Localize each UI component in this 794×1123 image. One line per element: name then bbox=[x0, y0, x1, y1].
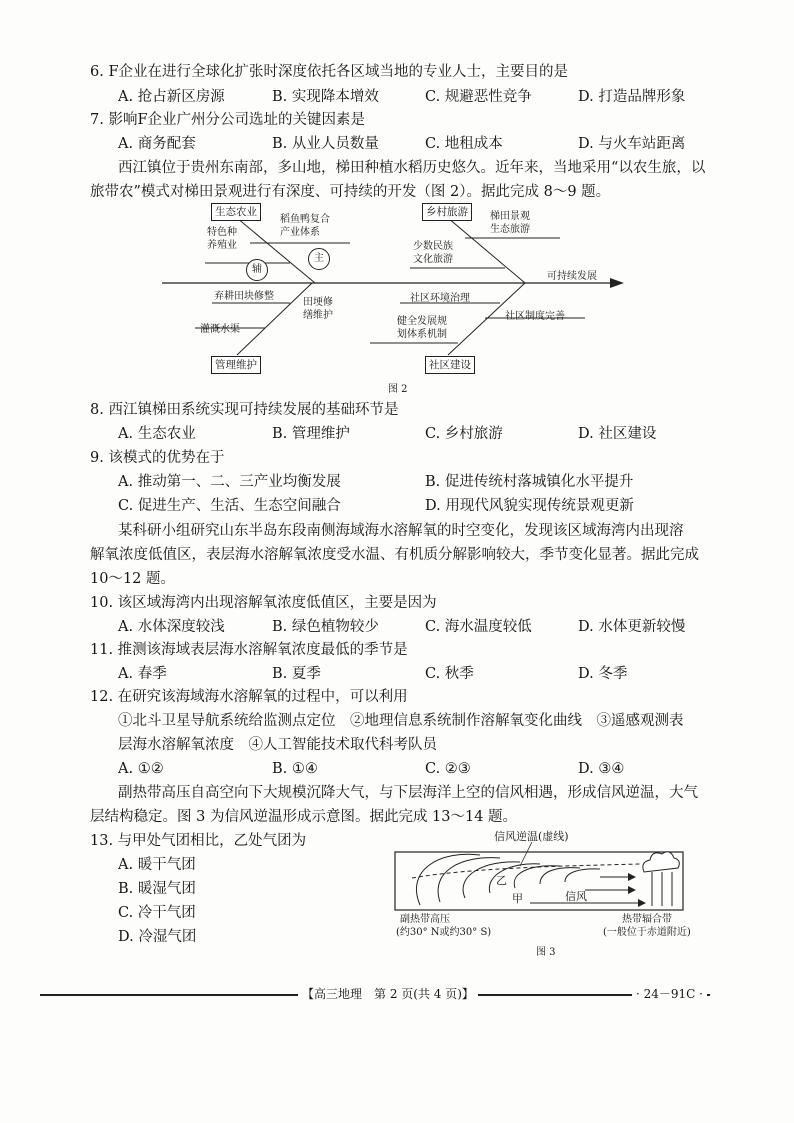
intro-13-14-line2: 层结构稳定。图 3 为信风逆温形成示意图。据此完成 13～14 题。 bbox=[90, 809, 518, 825]
fig2-box-rural-tourism: 乡村旅游 bbox=[422, 203, 472, 221]
q9-option-c: C. 促进生产、生活、生态空间融合 bbox=[118, 498, 341, 514]
q13-option-c: C. 冷干气团 bbox=[118, 905, 196, 921]
intro-10-12-line3: 10～12 题。 bbox=[90, 571, 176, 587]
q9-option-a: A. 推动第一、二、三产业均衡发展 bbox=[118, 474, 341, 490]
q13-option-a: A. 暖干气团 bbox=[118, 857, 196, 873]
fig3-label-yi: 乙 bbox=[496, 874, 507, 887]
fig2-label-abandoned-field: 弃耕田块修整 bbox=[214, 291, 274, 302]
q8-option-a: A. 生态农业 bbox=[118, 426, 196, 442]
fig2-label-rice-fish-duck: 稻鱼鸭复合 产业体系 bbox=[280, 214, 330, 238]
fig3-label-equator: (一般位于赤道附近) bbox=[603, 927, 691, 938]
fig3-label-latitude: (约30° N或约30° S) bbox=[396, 927, 492, 938]
q10-option-b: B. 绿色植物较少 bbox=[272, 619, 379, 635]
q8-option-b: B. 管理维护 bbox=[272, 426, 350, 442]
q9-option-b: B. 促进传统村落城镇化水平提升 bbox=[425, 474, 634, 490]
fig2-circle-main: 主 bbox=[308, 248, 330, 270]
q11-stem: 11. 推测该海域表层海水溶解氧浓度最低的季节是 bbox=[90, 642, 408, 658]
fig3-label-inversion: 信风逆温(虚线) bbox=[494, 830, 569, 843]
intro-8-9-line2: 旅带农”模式对梯田景观进行有深度、可持续的开发（图 2）。据此完成 8～9 题。 bbox=[90, 184, 611, 200]
q12-option-a: A. ①② bbox=[118, 761, 164, 777]
q7-stem: 7. 影响F企业广州分公司选址的关键因素是 bbox=[90, 112, 366, 128]
q8-option-c: C. 乡村旅游 bbox=[425, 426, 503, 442]
q13-option-b: B. 暖湿气团 bbox=[118, 881, 196, 897]
fig3-label-subtropical-high: 副热带高压 bbox=[400, 914, 450, 925]
fig2-label-ethnic-tourism: 少数民族 文化旅游 bbox=[413, 241, 453, 265]
q8-option-d: D. 社区建设 bbox=[578, 426, 657, 442]
fig3-label-trade-wind: 信风 bbox=[565, 890, 587, 903]
intro-10-12-line1: 某科研小组研究山东半岛东段南侧海域海水溶解氧的时空变化，发现该区域海湾内出现溶 bbox=[118, 523, 684, 539]
fig2-label-planning: 健全发展规 划体系机制 bbox=[397, 316, 447, 340]
fig2-box-community: 社区建设 bbox=[425, 356, 475, 374]
q6-stem: 6. F企业在进行全球化扩张时深度依托各区域当地的专业人士，主要目的是 bbox=[90, 64, 569, 80]
page-code: · 24－91C · bbox=[632, 985, 707, 1002]
fig2-box-eco-agriculture: 生态农业 bbox=[211, 203, 261, 221]
q12-option-c: C. ②③ bbox=[425, 761, 471, 777]
fig3-label-itcz: 热带辐合带 bbox=[622, 914, 672, 925]
q7-option-b: B. 从业人员数量 bbox=[272, 136, 379, 152]
q11-option-d: D. 冬季 bbox=[578, 666, 628, 682]
q7-option-d: D. 与火车站距离 bbox=[578, 136, 686, 152]
q12-stem: 12. 在研究该海域海水溶解氧的过程中，可以利用 bbox=[90, 689, 408, 705]
q6-option-a: A. 抢占新区房源 bbox=[118, 89, 225, 105]
q7-option-a: A. 商务配套 bbox=[118, 136, 196, 152]
q13-stem: 13. 与甲处气团相比，乙处气团为 bbox=[90, 833, 307, 849]
q10-option-c: C. 海水温度较低 bbox=[425, 619, 532, 635]
fig2-label-ridge-repair: 田埂修 缮维护 bbox=[303, 297, 333, 321]
fig2-caption: 图 2 bbox=[388, 384, 408, 395]
q11-option-c: C. 秋季 bbox=[425, 666, 474, 682]
intro-8-9-line1: 西江镇位于贵州东南部，多山地，梯田种植水稻历史悠久。近年来，当地采用“以农生旅，以 bbox=[118, 160, 706, 176]
fig2-circle-aux: 辅 bbox=[246, 259, 268, 281]
fig2-box-management: 管理维护 bbox=[211, 356, 261, 374]
q6-option-b: B. 实现降本增效 bbox=[272, 89, 379, 105]
q12-option-d: D. ③④ bbox=[578, 761, 625, 777]
fig2-label-terrace-tourism: 梯田景观 生态旅游 bbox=[490, 211, 530, 235]
fig3-label-jia: 甲 bbox=[512, 892, 523, 905]
q12-item-line1: ①北斗卫星导航系统给监测点定位 ②地理信息系统制作溶解氧变化曲线 ③遥感观测表 bbox=[118, 713, 684, 729]
q9-option-d: D. 用现代风貌实现传统景观更新 bbox=[425, 498, 634, 514]
fig3-caption: 图 3 bbox=[536, 947, 556, 958]
q6-option-c: C. 规避恶性竞争 bbox=[425, 89, 532, 105]
q11-option-b: B. 夏季 bbox=[272, 666, 321, 682]
q12-option-b: B. ①④ bbox=[272, 761, 318, 777]
q9-stem: 9. 该模式的优势在于 bbox=[90, 450, 225, 466]
fig2-label-system: 社区制度完善 bbox=[505, 311, 565, 322]
intro-10-12-line2: 解氧浓度低值区，表层海水溶解氧浓度受水温、有机质分解影响较大，季节变化显著。据此完成 bbox=[90, 547, 699, 563]
fig2-label-irrigation: 灌溉水渠 bbox=[200, 324, 240, 335]
q11-option-a: A. 春季 bbox=[118, 666, 167, 682]
q6-option-d: D. 打造品牌形象 bbox=[578, 89, 686, 105]
fig2-label-sustainable: 可持续发展 bbox=[547, 271, 597, 282]
q7-option-c: C. 地租成本 bbox=[425, 136, 503, 152]
q13-option-d: D. 冷湿气团 bbox=[118, 929, 197, 945]
page-footer-label: 【高三地理 第 2 页(共 4 页)】 bbox=[298, 985, 478, 1002]
q10-option-a: A. 水体深度较浅 bbox=[118, 619, 225, 635]
q10-option-d: D. 水体更新较慢 bbox=[578, 619, 686, 635]
q8-stem: 8. 西江镇梯田系统实现可持续发展的基础环节是 bbox=[90, 402, 399, 418]
fig2-label-special-farming: 特色种 养殖业 bbox=[207, 227, 237, 251]
fig2-label-environment: 社区环境治理 bbox=[410, 293, 470, 304]
q12-item-line2: 层海水溶解氧浓度 ④人工智能技术取代科考队员 bbox=[118, 737, 437, 753]
q10-stem: 10. 该区域海湾内出现溶解氧浓度低值区，主要是因为 bbox=[90, 595, 437, 611]
intro-13-14-line1: 副热带高压自高空向下大规模沉降大气，与下层海洋上空的信风相遇，形成信风逆温，大气 bbox=[118, 785, 698, 801]
